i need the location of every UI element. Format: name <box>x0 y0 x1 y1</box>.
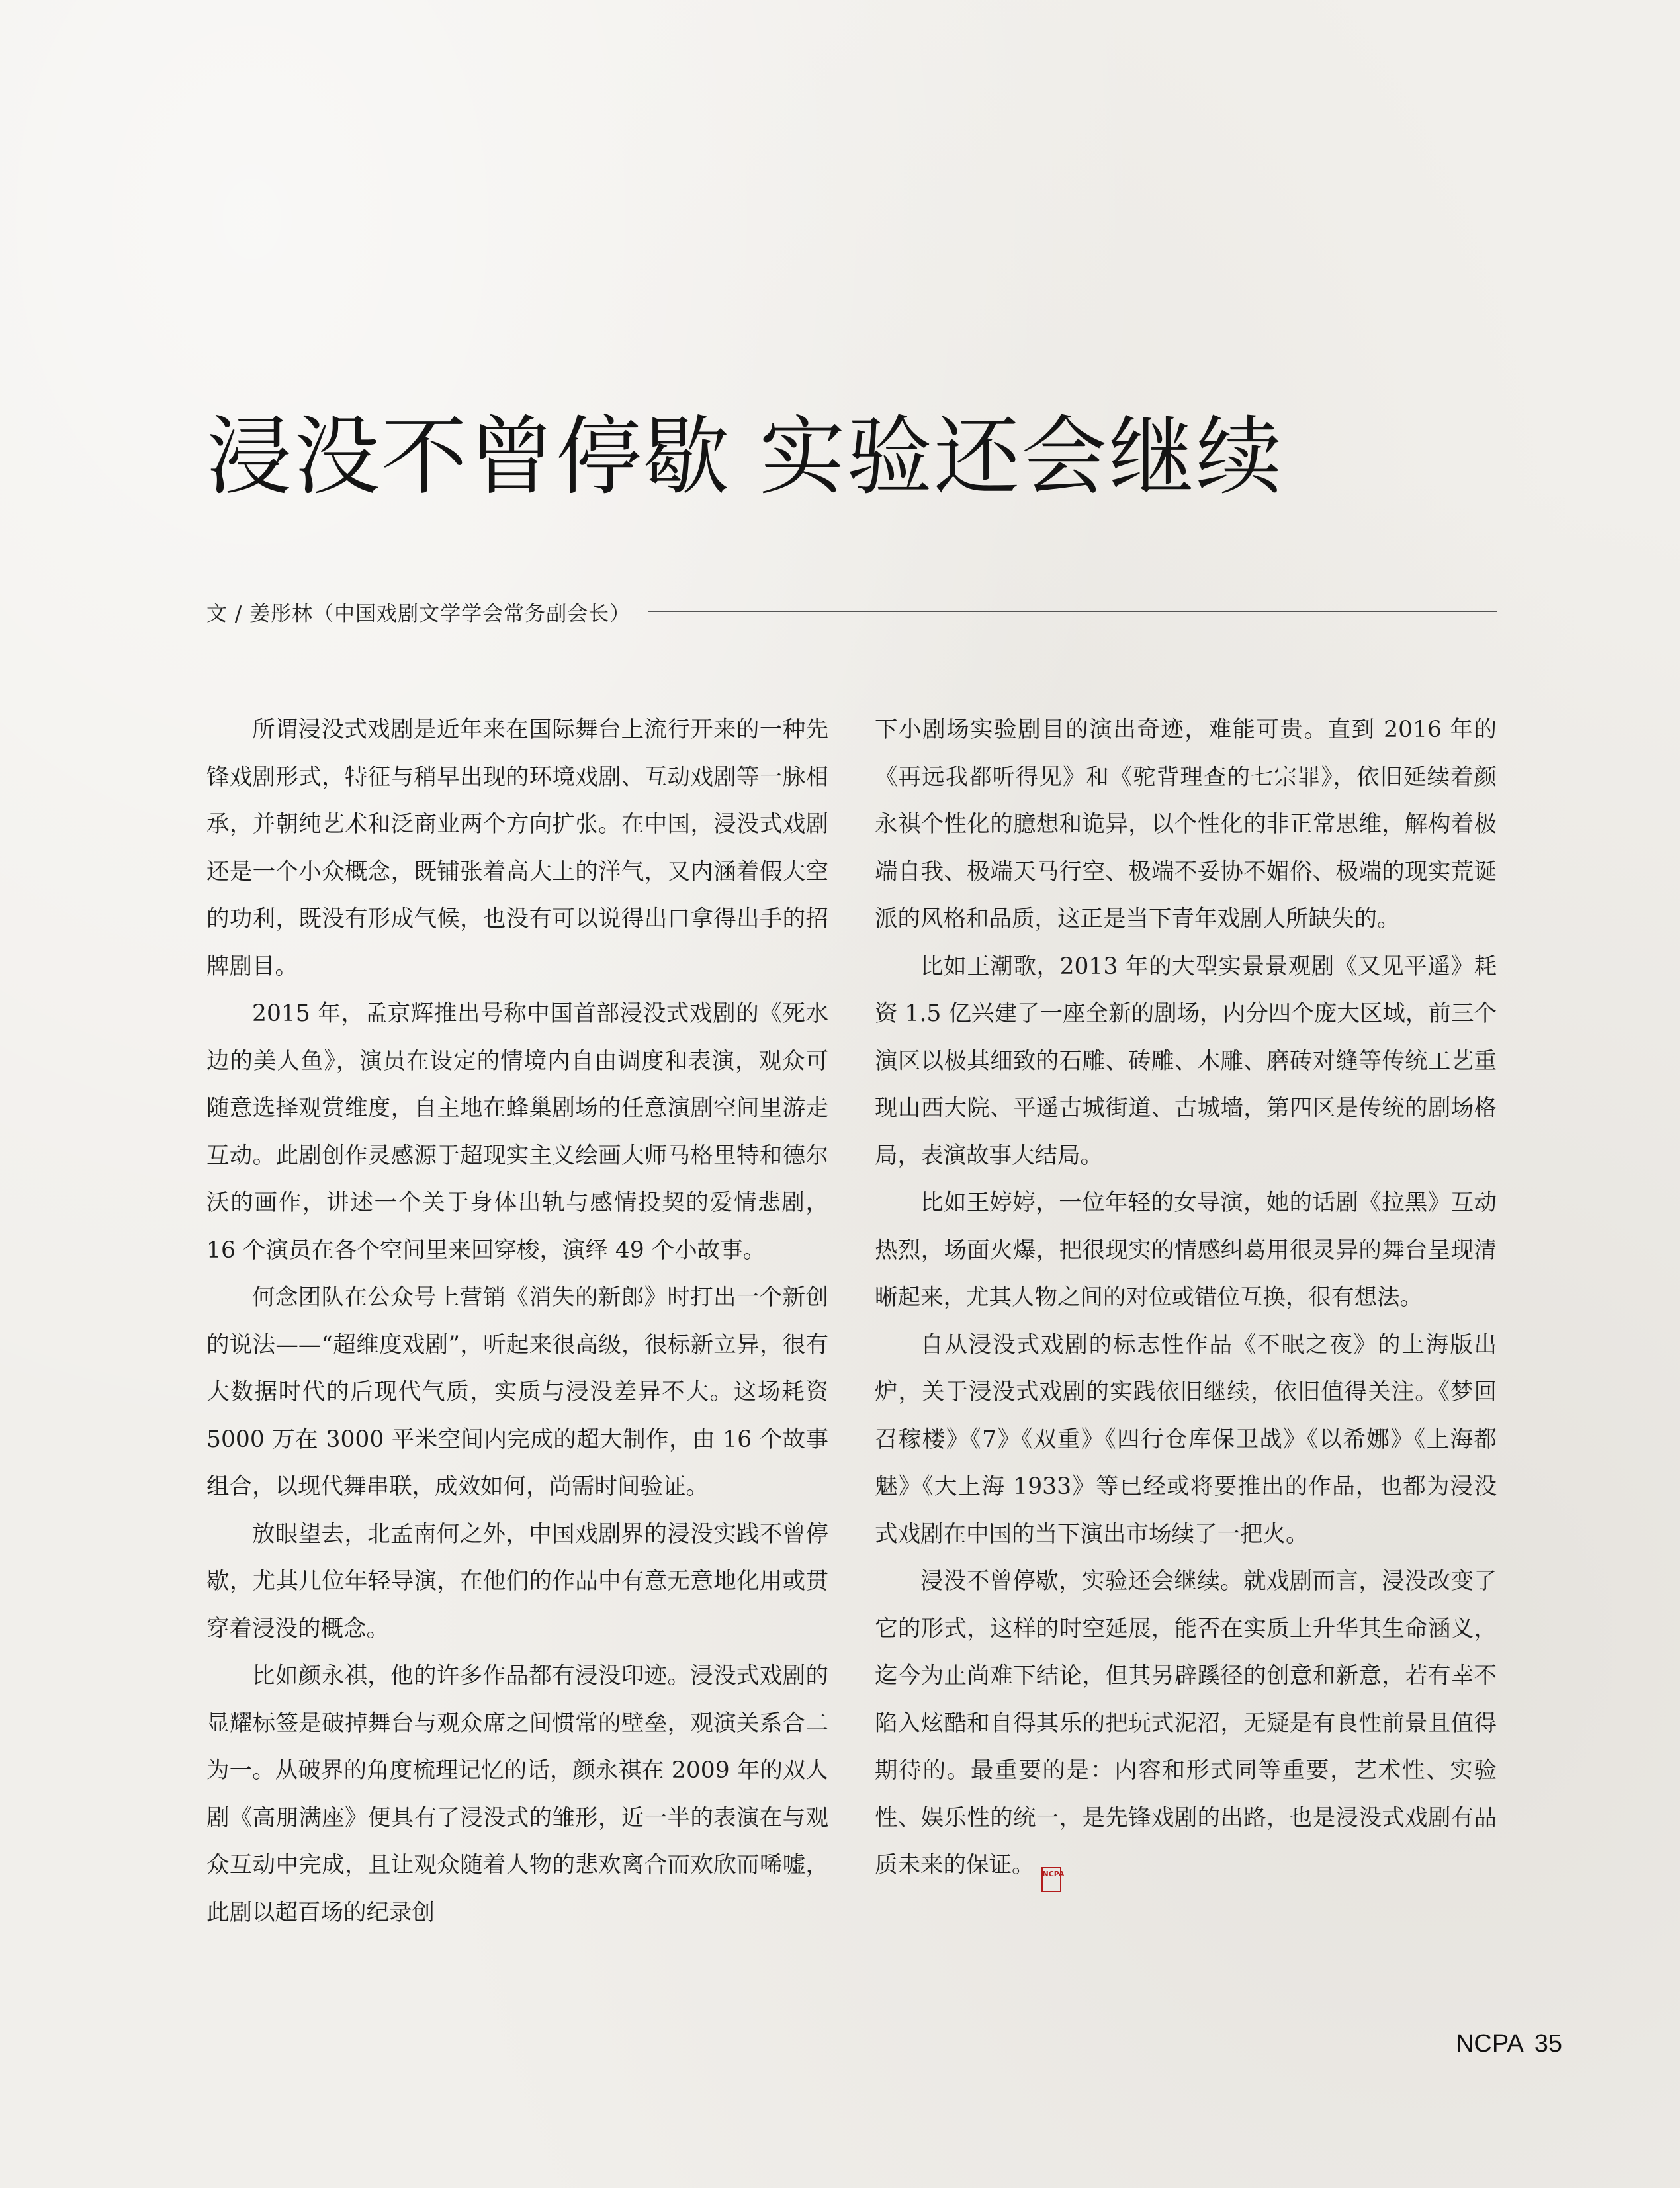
paragraph-continued: 下小剧场实验剧目的演出奇迹，难能可贵。直到 2016 年的《再远我都听得见》和《驼背理查的七宗罪》，依旧延续着颜永祺个性化的臆想和诡异，以个性化的非正常思维，解构着极端自我、极端天马行空、极端不妥协不媚俗、极端的现实荒诞派的风格和品质，这正是当下青年戏剧人所缺失的。 <box>875 717 1497 932</box>
author-byline: 文 / 姜彤林（中国戏剧文学学会常务副会长） <box>206 601 631 626</box>
page-folio <box>1456 2030 1562 2058</box>
final-paragraph-text: 浸没不曾停歇，实验还会继续。就戏剧而言，浸没改变了它的形式，这样的时空延展，能否在实质上升华其生命涵义，迄今为止尚难下结论，但其另辟蹊径的创意和新意，若有幸不陷入炫酷和自得其乐的把玩式泥沼，无疑是有良性前景且值得期待的。最重要的是：内容和形式同等重要，艺术性、实验性、娱乐性的统一，是先锋戏剧的出路，也是浸没式戏剧有品质未来的保证。 <box>875 1568 1497 1878</box>
text-column-left <box>206 707 828 1937</box>
paragraph: 何念团队在公众号上营销《消失的新郎》时打出一个新创的说法——“超维度戏剧”，听起来很高级，很标新立异，很有大数据时代的后现代气质，实质与浸没差异不大。这场耗资 5000 万在 3000 平米空间内完成的超大制作，由 16 个故事组合，以现代舞串联，成效如何，尚需时间验证。 <box>206 1284 828 1500</box>
paragraph-final <box>875 1558 1497 1892</box>
article-title: 浸没不曾停歇 实验还会继续 <box>206 406 1284 507</box>
paragraph: 比如王潮歌，2013 年的大型实景景观剧《又见平遥》耗资 1.5 亿兴建了一座全新的剧场，内分四个庞大区域，前三个演区以极其细致的石雕、砖雕、木雕、磨砖对缝等传统工艺重现山西大院、平遥古城街道、古城墙，第四区是传统的剧场格局，表演故事大结局。 <box>875 953 1497 1169</box>
page-number: 35 <box>1534 2030 1562 2058</box>
paragraph: 自从浸没式戏剧的标志性作品《不眠之夜》的上海版出炉，关于浸没式戏剧的实践依旧继续，依旧值得关注。《梦回召稼楼》《7》《双重》《四行仓库保卫战》《以希娜》《上海都魅》《大上海 1933》等已经或将要推出的作品，也都为浸没式戏剧在中国的当下演出市场续了一把火。 <box>875 1331 1497 1548</box>
ncpa-end-mark-icon: NCPA <box>1041 1867 1061 1892</box>
paragraph: 2015 年，孟京辉推出号称中国首部浸没式戏剧的《死水边的美人鱼》，演员在设定的情境内自由调度和表演，观众可随意选择观赏维度，自主地在蜂巢剧场的任意演剧空间里游走互动。此剧创作灵感源于超现实主义绘画大师马格里特和德尔沃的画作，讲述一个关于身体出轨与感情投契的爱情悲剧，16 个演员在各个空间里来回穿梭，演绎 49 个小故事。 <box>206 1000 828 1264</box>
byline-divider <box>648 611 1497 612</box>
byline-row <box>206 593 1497 630</box>
paragraph: 比如颜永祺，他的许多作品都有浸没印迹。浸没式戏剧的显耀标签是破掉舞台与观众席之间惯常的壁垒，观演关系合二为一。从破界的角度梳理记忆的话，颜永祺在 2009 年的双人剧《高朋满座》便具有了浸没式的雏形，近一半的表演在与观众互动中完成，且让观众随着人物的悲欢离合而欢欣而唏嘘，此剧以超百场的纪录创 <box>206 1663 828 1926</box>
paragraph: 放眼望去，北孟南何之外，中国戏剧界的浸没实践不曾停歇，尤其几位年轻导演，在他们的作品中有意无意地化用或贯穿着浸没的概念。 <box>206 1520 828 1642</box>
magazine-brand: NCPA <box>1455 2030 1524 2058</box>
text-column-right <box>875 707 1497 1892</box>
paragraph: 比如王婷婷，一位年轻的女导演，她的话剧《拉黑》互动热烈，场面火爆，把很现实的情感纠葛用很灵异的舞台呈现清晰起来，尤其人物之间的对位或错位互换，很有想法。 <box>875 1190 1497 1311</box>
paragraph: 所谓浸没式戏剧是近年来在国际舞台上流行开来的一种先锋戏剧形式，特征与稍早出现的环境戏剧、互动戏剧等一脉相承，并朝纯艺术和泛商业两个方向扩张。在中国，浸没式戏剧还是一个小众概念，既铺张着高大上的洋气，又内涵着假大空的功利，既没有形成气候，也没有可以说得出口拿得出手的招牌剧目。 <box>206 717 828 980</box>
